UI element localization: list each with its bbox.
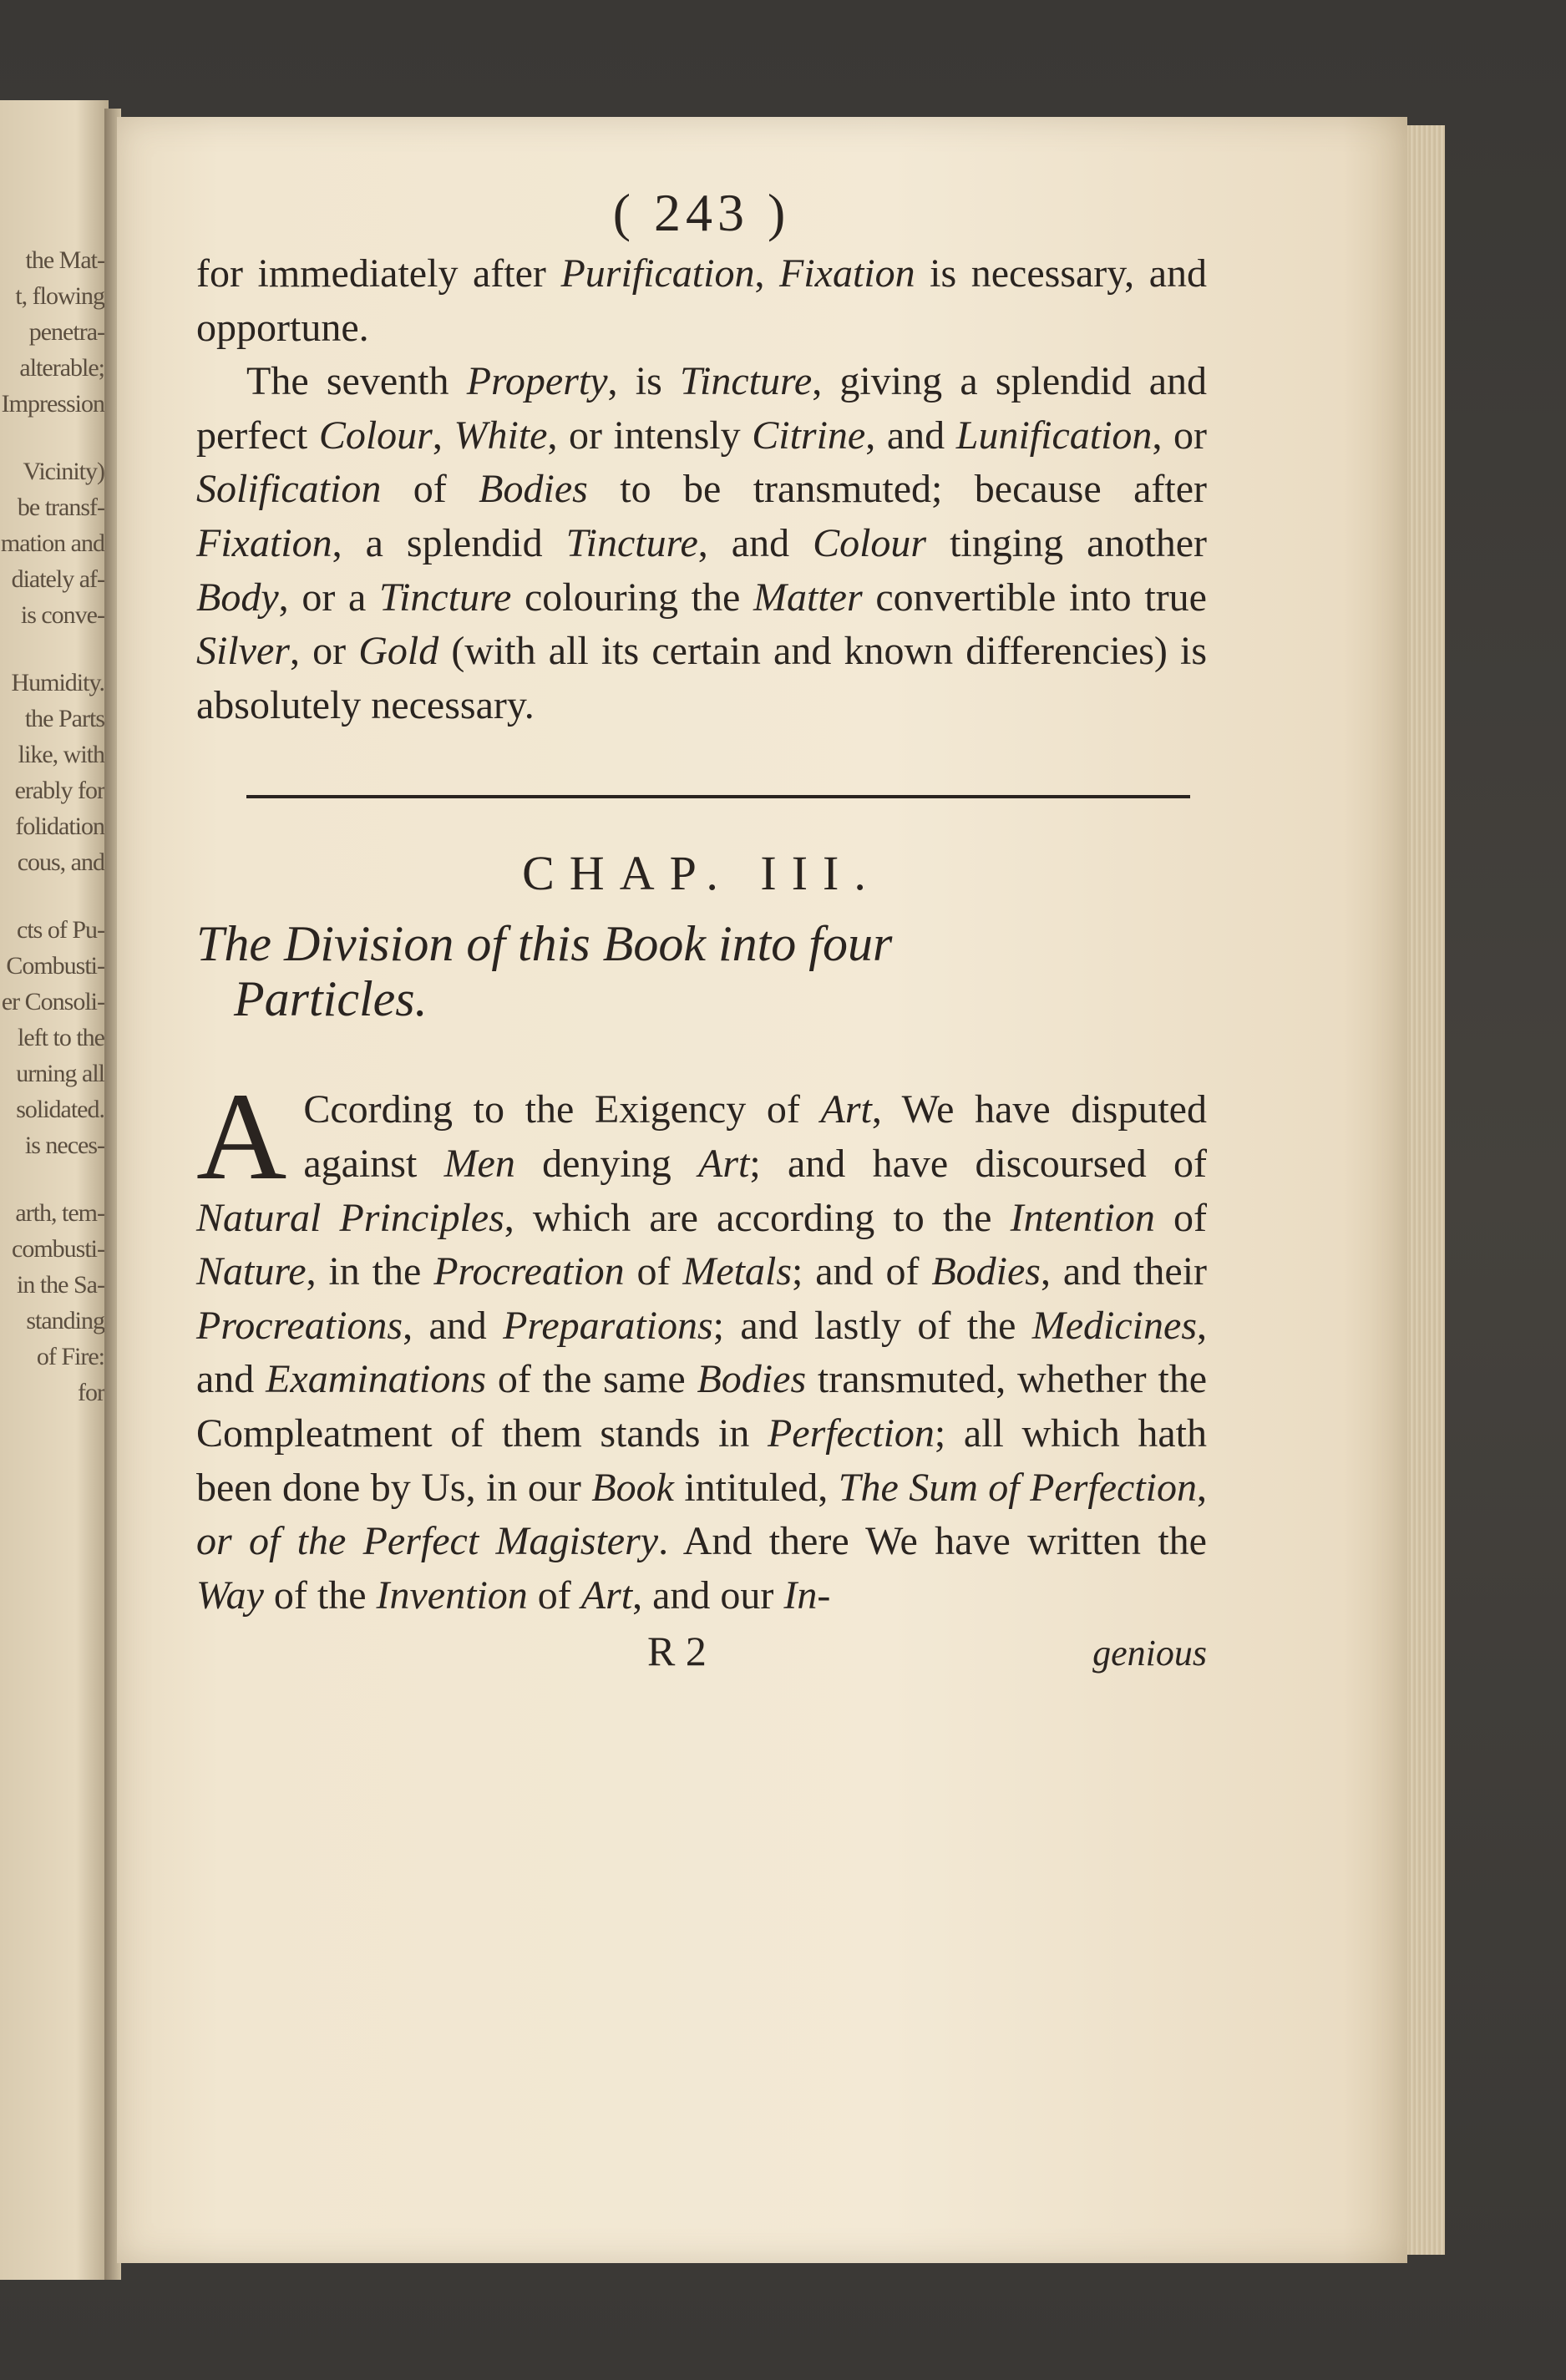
italic-run: Art bbox=[820, 1087, 872, 1132]
text-run: , or intensly bbox=[547, 413, 753, 458]
italic-run: Gold bbox=[358, 629, 439, 674]
italic-run: Property bbox=[466, 359, 608, 404]
page-text bbox=[196, 184, 1207, 1681]
catchword: genious bbox=[1092, 1633, 1207, 1674]
italic-run: White bbox=[454, 413, 548, 458]
facing-page-line: penetra- bbox=[28, 318, 104, 346]
facing-page-line: urning all bbox=[16, 1060, 104, 1087]
italic-run: Art bbox=[580, 1572, 633, 1618]
text-run: , which are according to the bbox=[504, 1195, 1011, 1240]
text-run: The seventh bbox=[246, 359, 467, 404]
text-run: , bbox=[1197, 1465, 1208, 1510]
italic-run: Nature bbox=[196, 1249, 307, 1294]
facing-page-line: left to the bbox=[18, 1024, 104, 1051]
italic-run: Metals bbox=[682, 1249, 793, 1294]
italic-run: Art bbox=[698, 1141, 750, 1186]
italic-run: Men bbox=[443, 1141, 515, 1186]
text-run: ; all which hath been done by Us, in our bbox=[196, 1410, 1208, 1510]
text-run: , bbox=[432, 413, 454, 458]
text-run: of bbox=[527, 1572, 581, 1618]
text-run: of bbox=[1154, 1195, 1207, 1240]
italic-run: Bodies bbox=[479, 467, 588, 512]
facing-page-line bbox=[0, 633, 104, 665]
italic-run: Tincture bbox=[379, 575, 512, 620]
facing-page-line: erably for bbox=[14, 777, 104, 804]
italic-run: Lunification bbox=[955, 413, 1153, 458]
facing-page-line: Humidity. bbox=[11, 669, 104, 696]
text-run: , and bbox=[697, 520, 813, 565]
text-run: of the bbox=[263, 1572, 377, 1618]
text-run: , bbox=[754, 251, 779, 296]
text-run: , We have disputed against bbox=[303, 1087, 1207, 1186]
text-run: of the same bbox=[486, 1357, 697, 1402]
facing-page-line: is conve- bbox=[20, 601, 104, 629]
text-run: of bbox=[624, 1249, 683, 1294]
facing-page-line bbox=[0, 422, 104, 453]
italic-run: Matter bbox=[753, 575, 863, 620]
facing-page-line bbox=[0, 880, 104, 912]
italic-run: Purification bbox=[560, 251, 755, 296]
text-run: denying bbox=[514, 1141, 699, 1186]
facing-page-line: for bbox=[78, 1379, 104, 1406]
facing-page-line: Impression bbox=[1, 390, 104, 418]
chapter-heading: CHAP. III. bbox=[522, 846, 881, 901]
italic-run: Way bbox=[196, 1572, 264, 1618]
italic-run: Bodies bbox=[697, 1357, 807, 1402]
text-run: of bbox=[381, 467, 479, 512]
signature-mark: R 2 bbox=[647, 1628, 707, 1675]
facing-page-text bbox=[0, 242, 104, 1410]
text-run: ; and have discoursed of bbox=[749, 1141, 1207, 1186]
text-run: , in the bbox=[306, 1249, 434, 1294]
italic-run: Silver bbox=[196, 629, 290, 674]
text-run: Ccording to the Exigency of bbox=[303, 1087, 821, 1132]
text-run: (with all its certain and known differencies) is absolutely necessary. bbox=[196, 629, 1208, 727]
facing-page-line: Combusti- bbox=[6, 952, 104, 980]
italic-run: Invention bbox=[376, 1572, 528, 1618]
text-run: , or bbox=[1152, 413, 1208, 458]
text-run: , and bbox=[403, 1303, 504, 1348]
italic-run: Preparations bbox=[503, 1303, 713, 1348]
facing-page-line: alterable; bbox=[19, 354, 104, 382]
facing-page-line: the Parts bbox=[24, 705, 104, 732]
text-run: to be transmuted; because after bbox=[587, 467, 1208, 512]
italic-run: Tincture bbox=[679, 359, 813, 404]
chapter-title bbox=[196, 916, 1207, 1026]
facing-page-line: of Fire: bbox=[36, 1343, 104, 1370]
italic-run: Perfection bbox=[767, 1410, 935, 1456]
text-run: ; and lastly of the bbox=[712, 1303, 1032, 1348]
facing-page-line: in the Sa- bbox=[17, 1271, 104, 1299]
italic-run: Bodies bbox=[931, 1249, 1041, 1294]
facing-page-line: er Consoli- bbox=[1, 988, 104, 1015]
text-run: , giving a splendid and perfect bbox=[196, 359, 1208, 458]
section-divider bbox=[246, 795, 1190, 798]
facing-page-line: cous, and bbox=[17, 848, 104, 876]
italic-run: Procreations bbox=[196, 1303, 403, 1348]
chapter-title-line-1: The Division of this Book into four bbox=[196, 916, 893, 972]
text-run: convertible into true bbox=[862, 575, 1207, 620]
italic-run: Examinations bbox=[266, 1357, 487, 1402]
text-run: , and their bbox=[1040, 1249, 1208, 1294]
italic-run: or of the Perfect Magistery bbox=[196, 1519, 659, 1564]
facing-page-line bbox=[0, 1163, 104, 1195]
facing-page-line: is neces- bbox=[24, 1132, 104, 1159]
facing-page-line: cts of Pu- bbox=[17, 916, 104, 944]
italic-run: Procreation bbox=[433, 1249, 625, 1294]
italic-run: Natural Principles bbox=[196, 1195, 504, 1240]
text-run: . And there We have written the bbox=[658, 1519, 1207, 1564]
paragraph-2 bbox=[196, 355, 1207, 732]
page-edges bbox=[1407, 125, 1445, 2255]
italic-run: Book bbox=[591, 1465, 674, 1510]
facing-page-line: arth, tem- bbox=[15, 1199, 104, 1227]
paragraph-3-body bbox=[196, 1067, 1208, 1618]
italic-run: Intention bbox=[1010, 1195, 1155, 1240]
facing-page-line: standing bbox=[26, 1307, 104, 1334]
text-run: ; and of bbox=[792, 1249, 932, 1294]
page-number: ( 243 ) bbox=[612, 183, 791, 242]
facing-page-line: the Mat- bbox=[25, 246, 104, 274]
italic-run: The Sum of Perfection bbox=[838, 1465, 1198, 1510]
facing-page-line: combusti- bbox=[12, 1235, 104, 1263]
text-run: tinging another bbox=[926, 520, 1208, 565]
text-run: intituled, bbox=[673, 1465, 839, 1510]
text-run: , and our bbox=[632, 1572, 784, 1618]
facing-page-line: solidated. bbox=[16, 1096, 104, 1123]
facing-page-line: like, with bbox=[18, 741, 104, 768]
facing-page-line: t, flowing bbox=[15, 282, 104, 310]
text-run: , and bbox=[196, 1303, 1207, 1402]
italic-run: Colour bbox=[318, 413, 433, 458]
text-run: transmuted, whether the Compleatment of them stands in bbox=[196, 1357, 1208, 1456]
text-run: , is bbox=[607, 359, 680, 404]
text-run: , or a bbox=[278, 575, 380, 620]
text-run: colouring the bbox=[511, 575, 754, 620]
italic-run: Body bbox=[196, 575, 279, 620]
facing-page-line: diately af- bbox=[11, 565, 104, 593]
text-run: is necessary, and opportune. bbox=[196, 251, 1208, 350]
paragraph-1 bbox=[196, 247, 1207, 355]
italic-run: Colour bbox=[813, 520, 927, 565]
text-run: , and bbox=[865, 413, 956, 458]
italic-run: Tincture bbox=[565, 520, 698, 565]
text-run: for immediately after bbox=[196, 251, 561, 296]
italic-run: Solification bbox=[196, 467, 382, 512]
italic-run: Fixation bbox=[778, 251, 915, 296]
italic-run: Citrine bbox=[752, 413, 866, 458]
facing-page-line: be transf- bbox=[17, 494, 104, 521]
italic-run: Fixation bbox=[196, 520, 332, 565]
facing-page bbox=[0, 100, 109, 2280]
page-footer bbox=[196, 1624, 1207, 1681]
paragraph-3 bbox=[196, 1067, 1208, 1623]
text-run: , a splendid bbox=[332, 520, 566, 565]
facing-page-line: Vicinity) bbox=[23, 458, 104, 485]
facing-page-line: mation and bbox=[0, 529, 104, 557]
italic-run: Medicines bbox=[1031, 1303, 1197, 1348]
facing-page-line: folidation bbox=[15, 813, 104, 840]
drop-cap: A bbox=[196, 1067, 287, 1207]
chapter-title-line-2: Particles. bbox=[234, 971, 428, 1027]
text-run: , or bbox=[289, 629, 359, 674]
italic-run: In- bbox=[783, 1572, 831, 1618]
